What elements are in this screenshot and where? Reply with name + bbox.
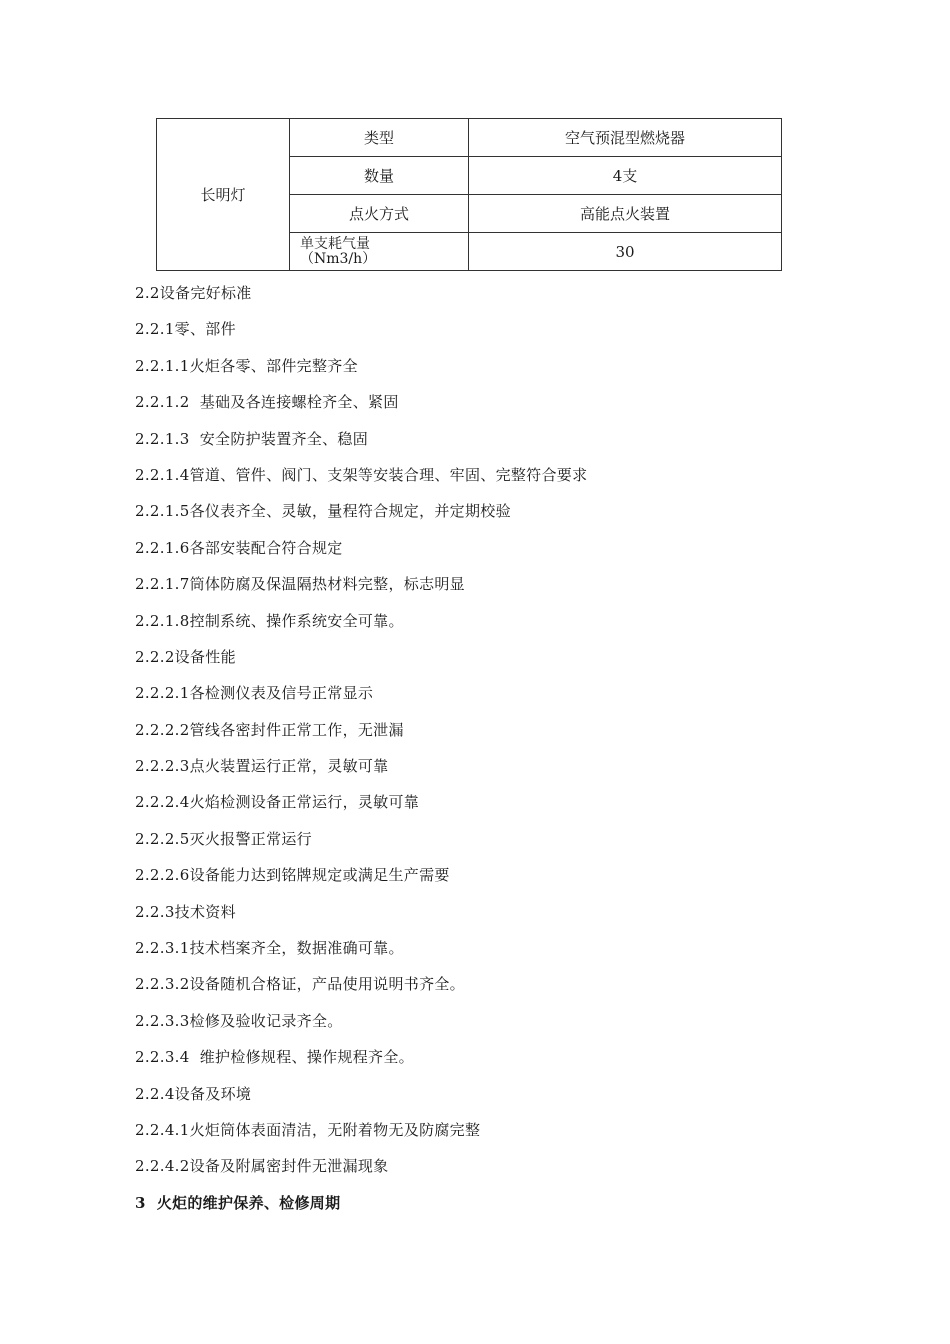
text-line: 2.2.3.2设备随机合格证，产品使用说明书齐全。 (135, 975, 465, 994)
text-line: 2.2.4设备及环境 (135, 1084, 252, 1103)
section-heading: 3 火炬的维护保养、检修周期 (135, 1193, 341, 1212)
table-row (157, 119, 782, 157)
text-line: 2.2.1.1火炬各零、部件完整齐全 (135, 356, 358, 375)
row-value: 4支 (469, 157, 782, 195)
text-line: 2.2.2设备性能 (135, 647, 236, 666)
text-line: 2.2.4.1火炬筒体表面清洁，无附着物无及防腐完整 (135, 1120, 481, 1139)
spec-table (156, 118, 782, 271)
text-line: 2.2.2.5灭火报警正常运行 (135, 829, 312, 848)
text-line: 2.2设备完好标准 (135, 284, 252, 302)
row-label: 数量 (290, 157, 469, 195)
group-label-cell: 长明灯 (157, 119, 290, 271)
text-line: 2.2.3.3检修及验收记录齐全。 (135, 1011, 343, 1030)
text-line: 2.2.3技术资料 (135, 902, 236, 921)
text-line: 2.2.2.3点火装置运行正常，灵敏可靠 (135, 757, 389, 776)
row-value: 高能点火装置 (469, 195, 782, 233)
row-value: 空气预混型燃烧器 (469, 119, 782, 157)
text-line: 2.2.1.2 基础及各连接螺栓齐全、紧固 (135, 393, 399, 412)
text-line: 2.2.2.6设备能力达到铭牌规定或满足生产需要 (135, 866, 450, 885)
row-label: 单支耗气量 （Nm3/h） (290, 233, 469, 271)
text-line: 2.2.4.2设备及附属密封件无泄漏现象 (135, 1157, 389, 1176)
text-line: 2.2.2.1各检测仪表及信号正常显示 (135, 684, 374, 703)
row-value: 30 (469, 233, 782, 271)
text-line: 2.2.1.5各仪表齐全、灵敏，量程符合规定，并定期校验 (135, 502, 511, 521)
text-line: 2.2.1.3 安全防护装置齐全、稳固 (135, 429, 369, 448)
text-line: 2.2.1零、部件 (135, 320, 236, 339)
text-line: 2.2.3.1技术档案齐全，数据准确可靠。 (135, 939, 404, 958)
text-line: 2.2.1.8控制系统、操作系统安全可靠。 (135, 611, 404, 630)
body-text (135, 278, 835, 1224)
text-line: 2.2.1.6各部安装配合符合规定 (135, 538, 343, 557)
row-label: 类型 (290, 119, 469, 157)
text-line: 2.2.1.7筒体防腐及保温隔热材料完整，标志明显 (135, 575, 465, 594)
text-line: 2.2.2.4火焰检测设备正常运行，灵敏可靠 (135, 793, 420, 812)
text-line: 2.2.2.2管线各密封件正常工作，无泄漏 (135, 720, 404, 739)
text-line: 2.2.1.4管道、管件、阀门、支架等安装合理、牢固、完整符合要求 (135, 465, 588, 484)
text-line: 2.2.3.4 维护检修规程、操作规程齐全。 (135, 1048, 414, 1067)
row-label: 点火方式 (290, 195, 469, 233)
